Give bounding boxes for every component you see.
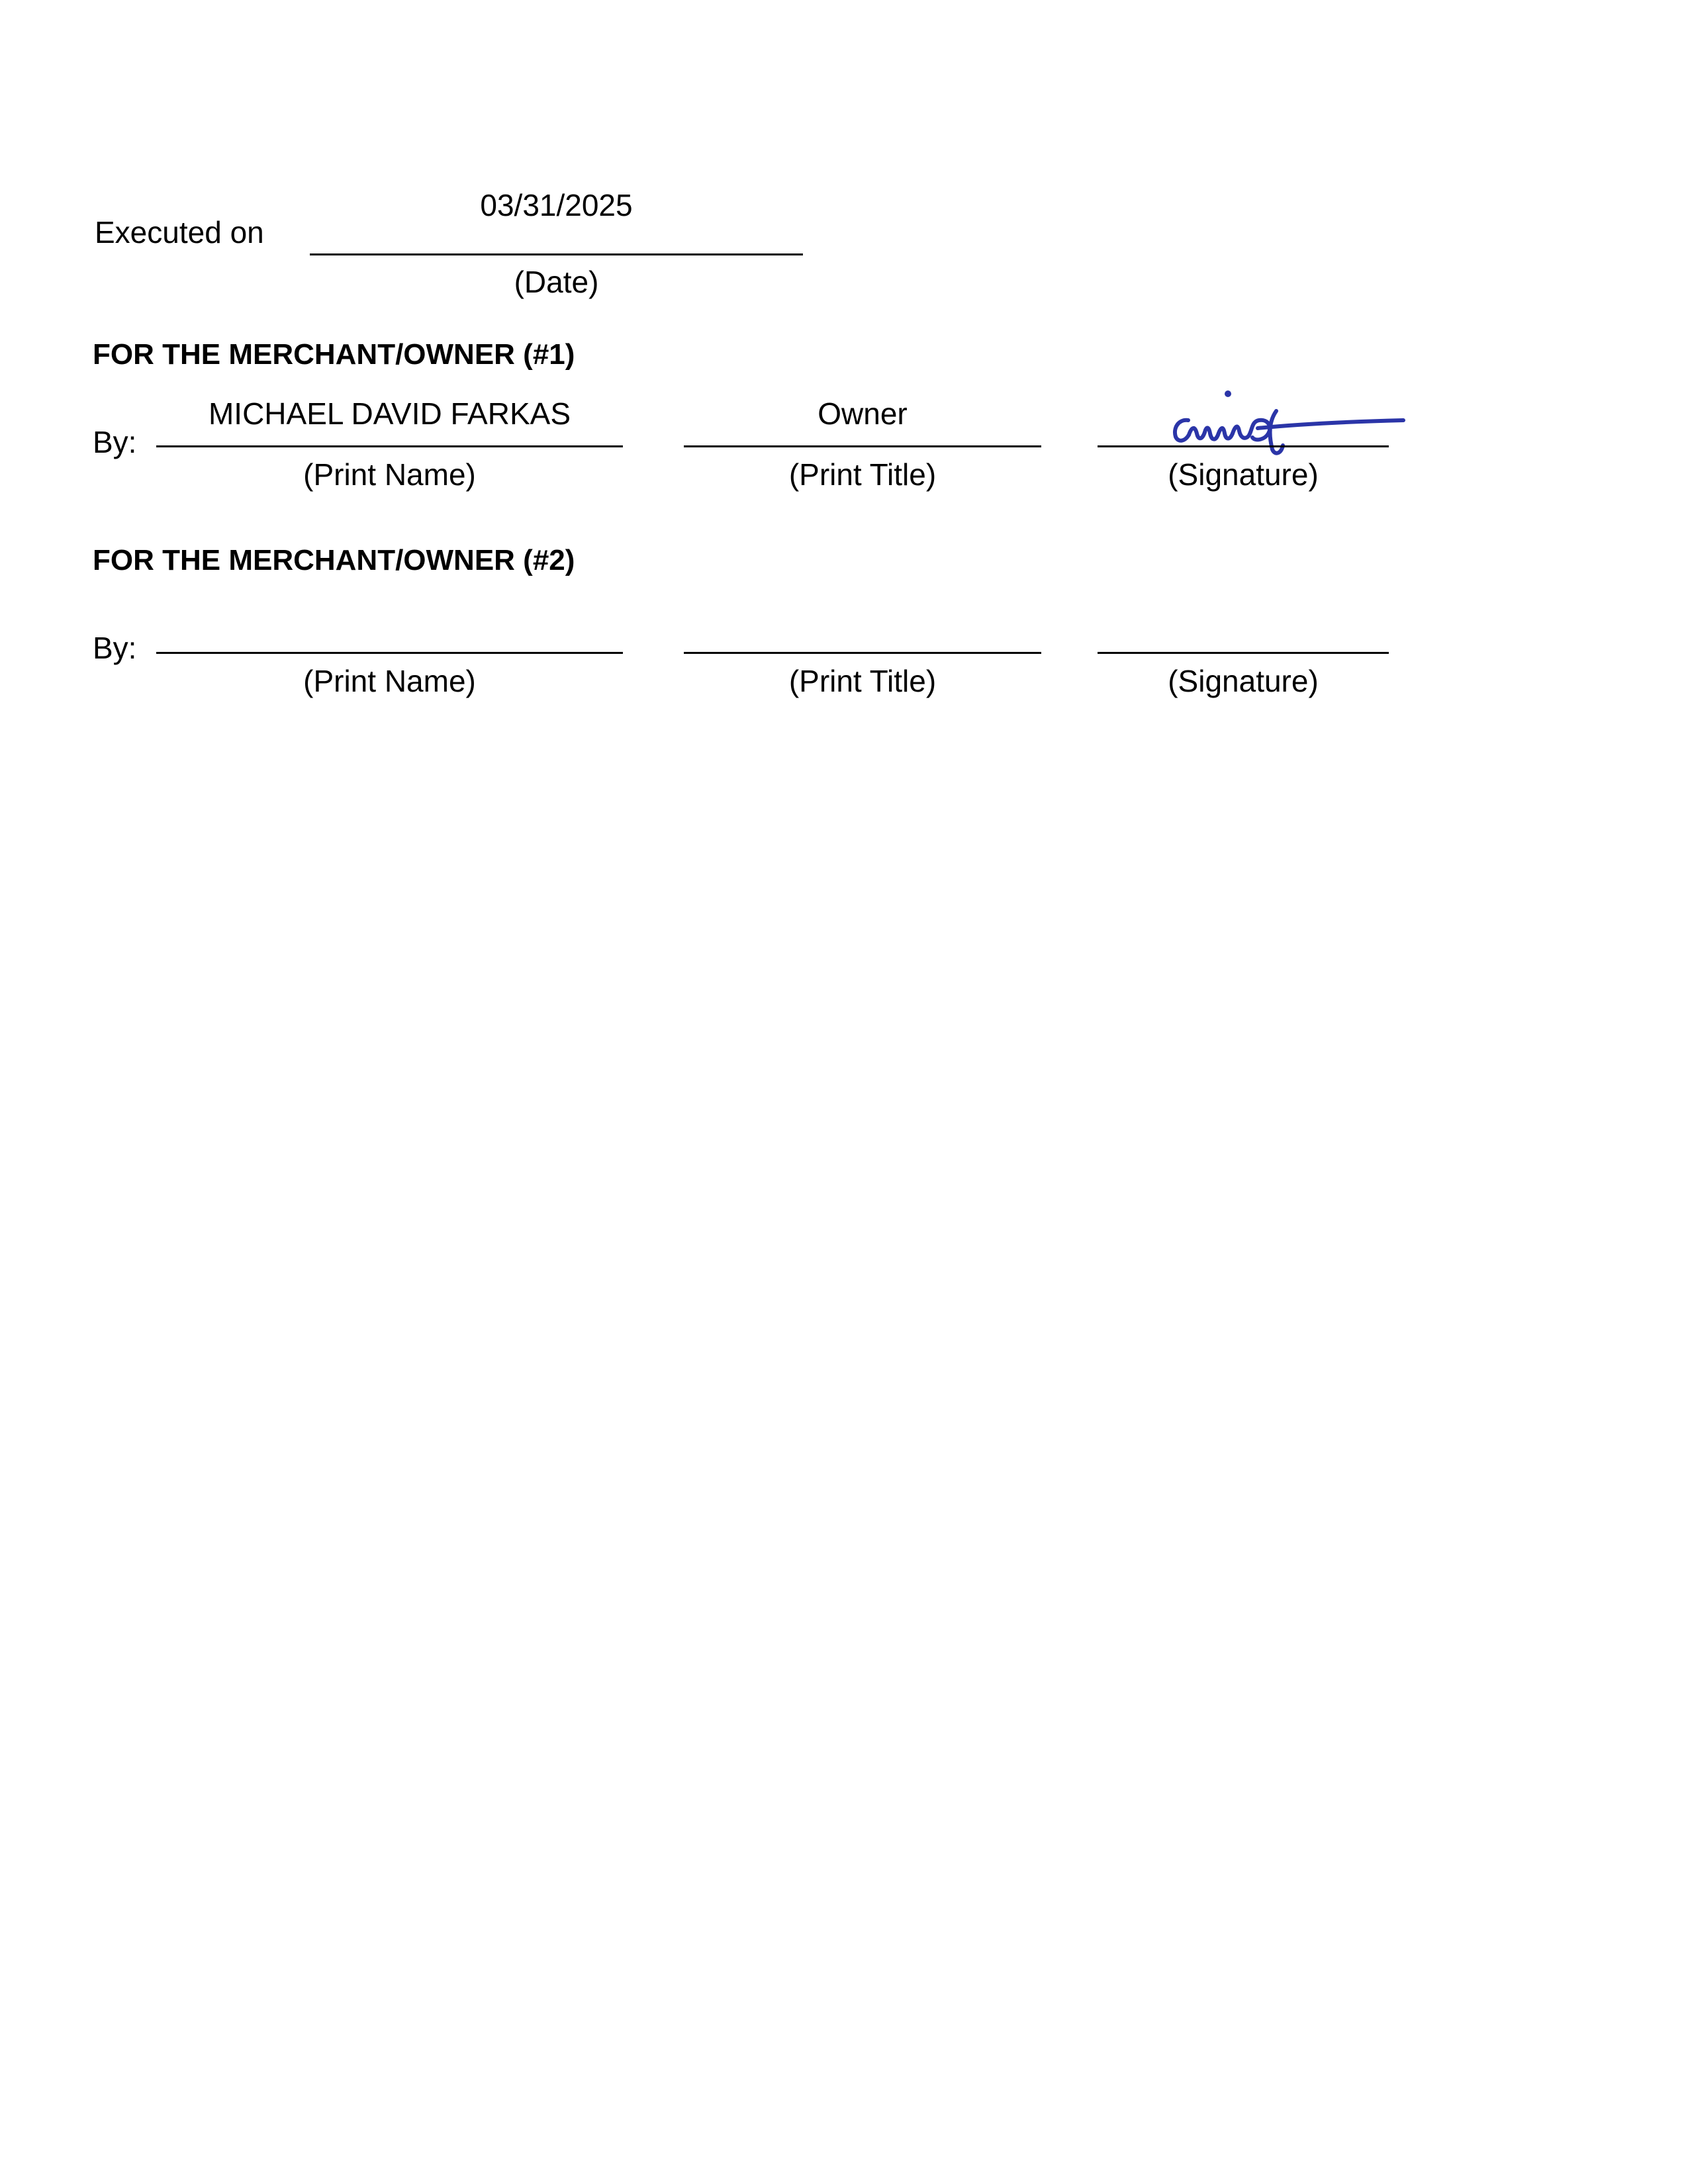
executed-on-label: Executed on	[95, 215, 264, 250]
owner1-signature-line	[1098, 445, 1389, 447]
date-line	[310, 253, 803, 255]
owner1-print-title-value[interactable]: Owner	[818, 396, 908, 431]
owner1-print-name-value[interactable]: MICHAEL DAVID FARKAS	[208, 396, 571, 431]
owner2-heading: FOR THE MERCHANT/OWNER (#2)	[93, 544, 575, 576]
owner1-signature-image	[1158, 387, 1410, 460]
owner1-print-name-caption: (Print Name)	[303, 457, 476, 492]
owner2-print-name-caption: (Print Name)	[303, 664, 476, 698]
date-caption: (Date)	[514, 265, 599, 299]
date-value[interactable]: 03/31/2025	[480, 188, 633, 222]
owner2-print-title-caption: (Print Title)	[788, 664, 937, 698]
owner2-by-label: By:	[93, 631, 137, 665]
owner1-signature-caption: (Signature)	[1168, 457, 1319, 492]
owner2-signature-caption: (Signature)	[1168, 664, 1319, 698]
owner1-print-title-line	[684, 445, 1041, 447]
owner1-heading: FOR THE MERCHANT/OWNER (#1)	[93, 338, 575, 371]
owner1-by-label: By:	[93, 425, 137, 459]
owner1-print-title-caption: (Print Title)	[788, 457, 937, 492]
owner2-signature-line[interactable]	[1098, 652, 1389, 654]
owner2-print-title-line	[684, 652, 1041, 654]
owner1-print-name-line	[156, 445, 623, 447]
owner2-print-name-line	[156, 652, 623, 654]
